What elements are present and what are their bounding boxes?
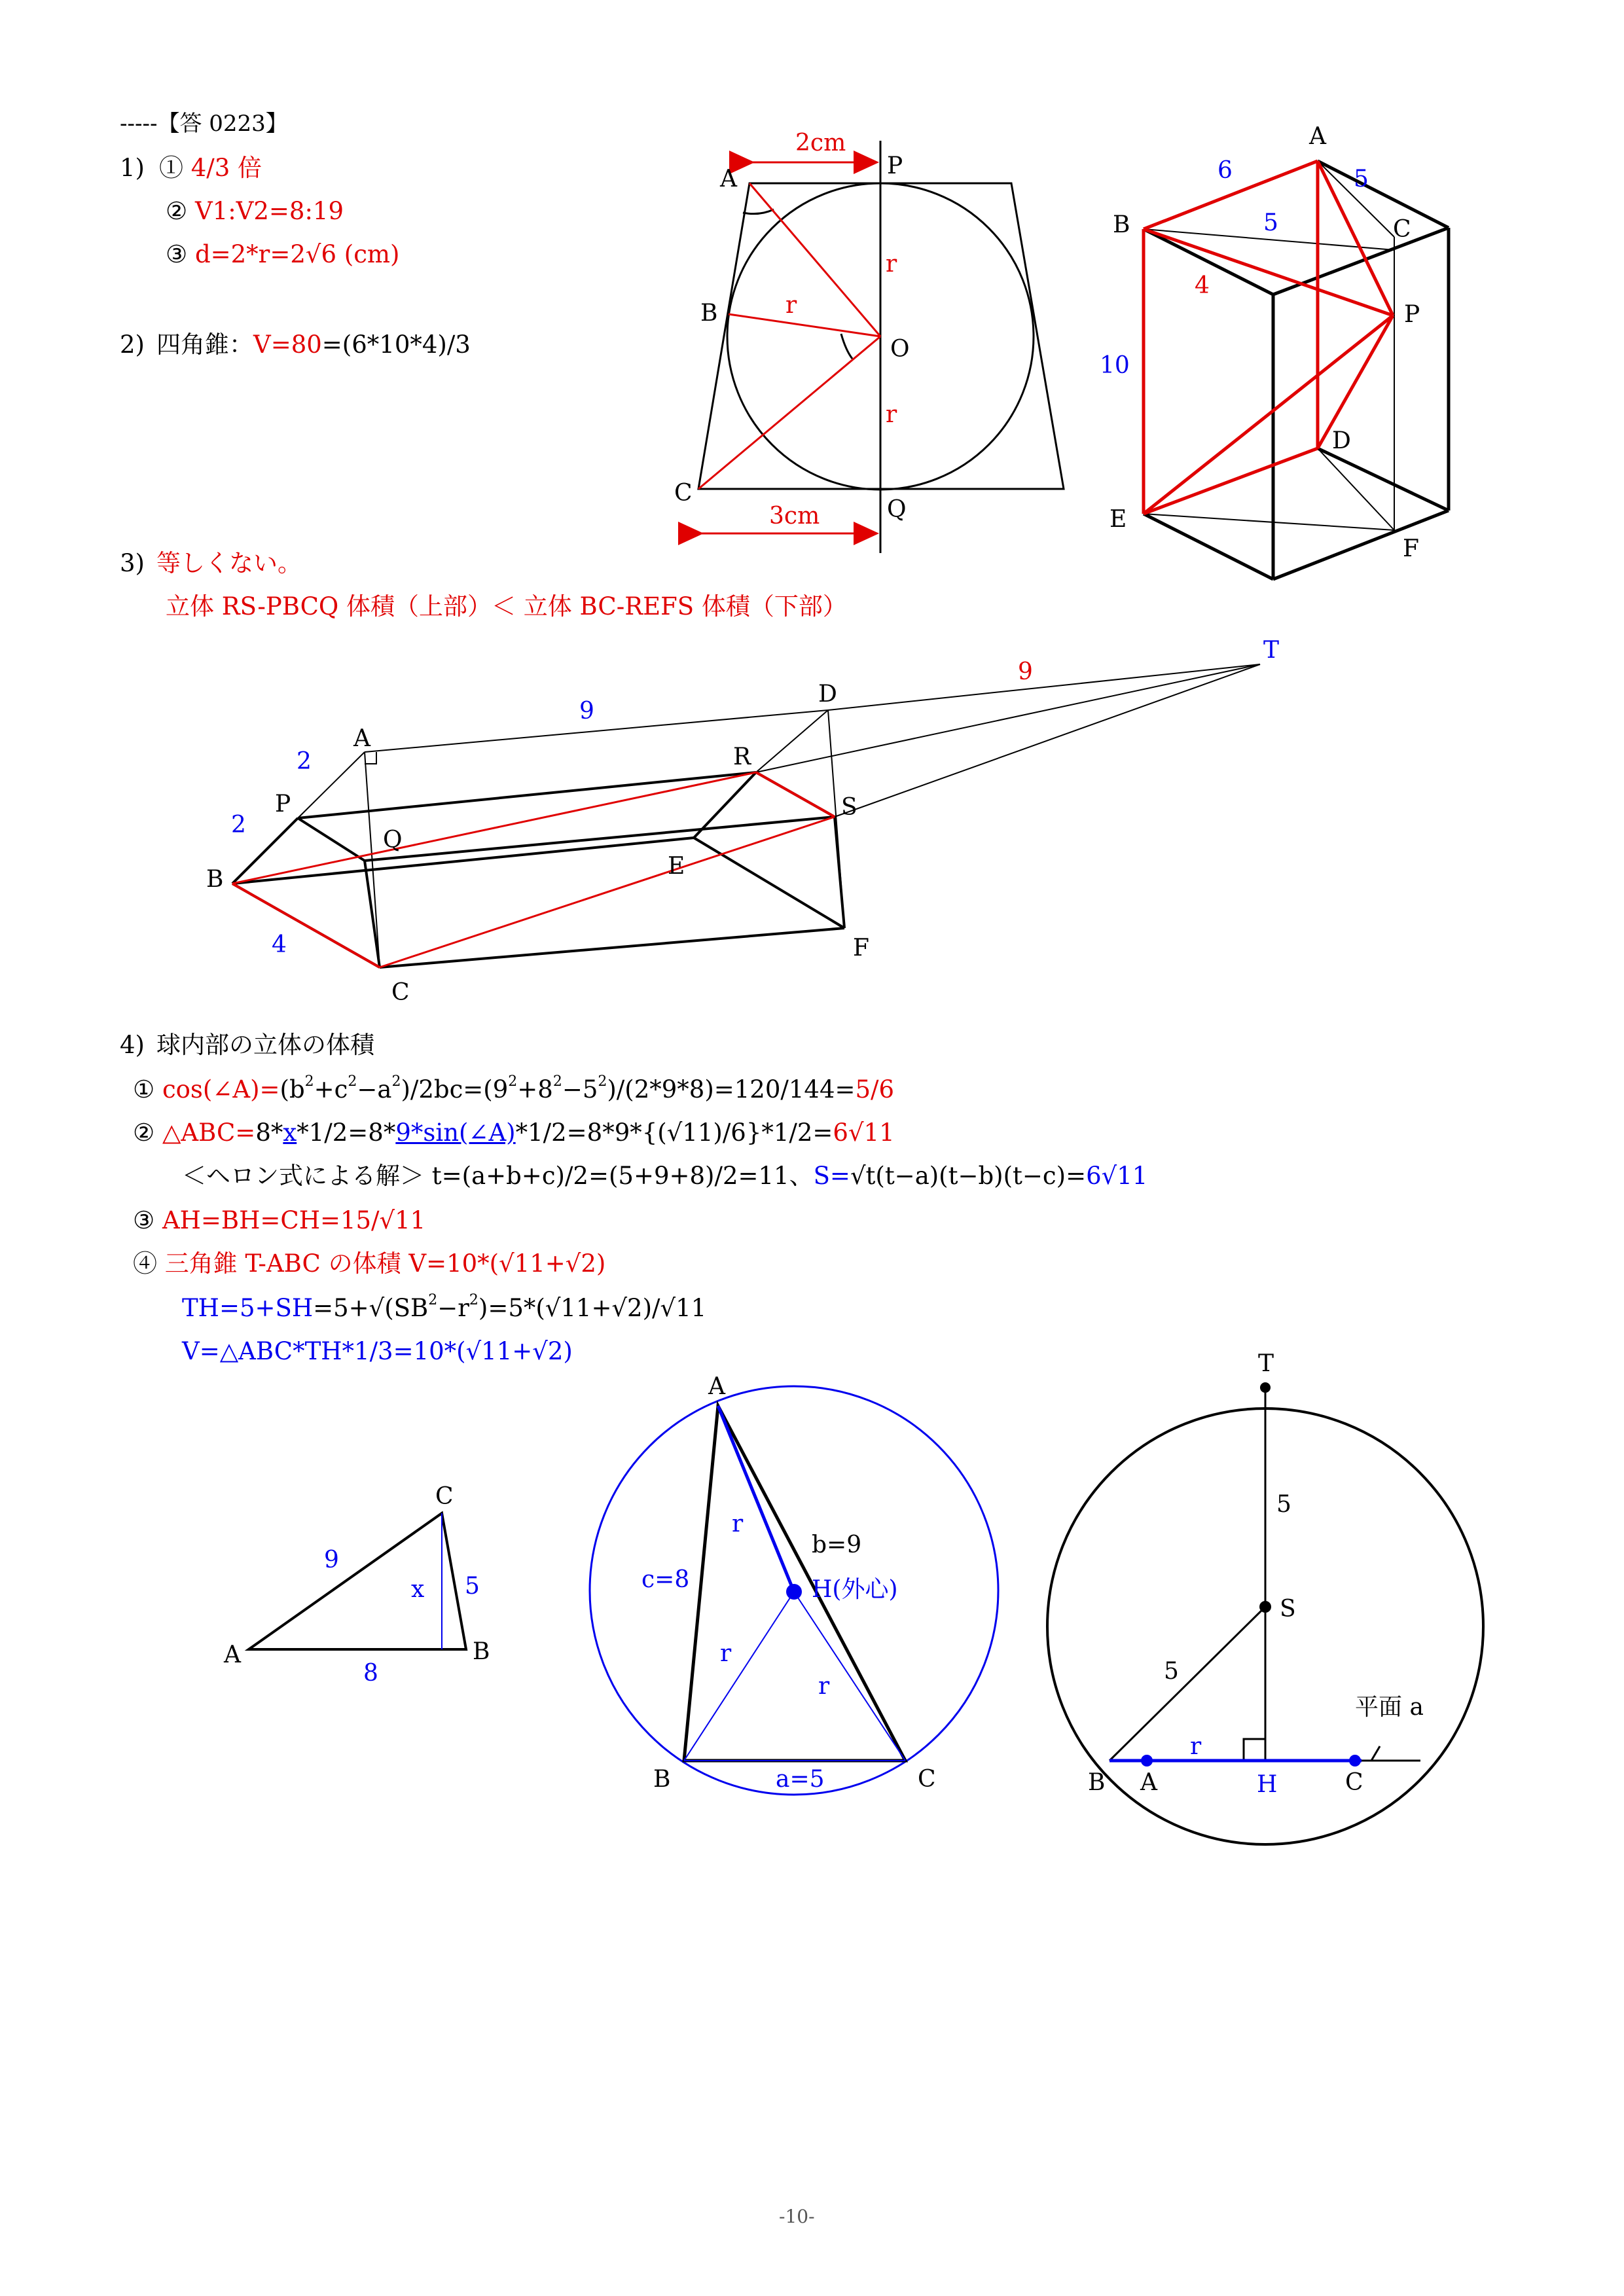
- sup: 2: [348, 1073, 357, 1090]
- s4-l3c: √t(t−a)(t−b)(t−c)=: [850, 1162, 1087, 1190]
- fig1-red-lines: [698, 162, 880, 533]
- fig5-b: b=9: [812, 1532, 862, 1558]
- fig3-n9b: 9: [579, 698, 594, 725]
- fig2-n5b: 5: [1263, 209, 1278, 236]
- s4-l4: AH=BH=CH=15/√11: [162, 1206, 426, 1234]
- fig3-label-C: C: [391, 979, 410, 1006]
- s3-a: 等しくない。: [156, 549, 302, 577]
- s1-a3: d=2*r=2√6 (cm): [194, 240, 400, 268]
- fig2-n4: 4: [1195, 272, 1210, 299]
- s1-a2: V1:V2=8:19: [194, 197, 344, 225]
- fig1-label-P: P: [887, 152, 903, 179]
- s2-rest: =(6*10*4)/3: [321, 331, 471, 359]
- fig4-label-C: C: [435, 1483, 454, 1510]
- s1-c3: ③: [166, 240, 188, 268]
- fig3-label-R: R: [733, 744, 751, 770]
- fig3-label-Q: Q: [383, 827, 403, 853]
- fig5-r2: r: [720, 1640, 732, 1667]
- s4-l1e: )/2bc=(9: [401, 1075, 509, 1103]
- fig5-H: H(外心): [812, 1576, 898, 1603]
- s4-c1: ①: [133, 1075, 155, 1103]
- fig1-r2: r: [785, 292, 797, 319]
- s4-l6d: )=5*(√11+√2)/√11: [478, 1294, 707, 1322]
- fig6-n5b: 5: [1164, 1658, 1179, 1685]
- fig4-n8: 8: [363, 1660, 378, 1687]
- s4-c4: ④: [133, 1249, 157, 1278]
- fig3-label-D: D: [818, 681, 837, 708]
- s4-l1f: +8: [517, 1075, 553, 1103]
- fig3-label-E: E: [668, 853, 685, 880]
- fig3-n2b: 2: [231, 812, 246, 838]
- fig1-top: 2cm: [795, 130, 846, 156]
- fig5-label-B: B: [653, 1766, 671, 1793]
- s1-num: 1): [120, 154, 145, 182]
- fig6-label-C: C: [1345, 1769, 1363, 1796]
- s4-l6a: TH=5+SH: [182, 1294, 314, 1322]
- s1-a1: 4/3 倍: [190, 154, 262, 182]
- fig6-right-angle: [1244, 1739, 1265, 1761]
- fig2-label-E: E: [1110, 506, 1127, 533]
- fig1-r1: r: [886, 251, 897, 278]
- s4-c3: ③: [133, 1206, 155, 1234]
- s2-v: V=80: [253, 331, 322, 359]
- s4-l2b: 8*: [255, 1119, 283, 1147]
- fig2-label-F: F: [1403, 535, 1419, 562]
- fig3-label-P: P: [275, 791, 291, 817]
- fig5-r1: r: [732, 1511, 744, 1537]
- fig5-label-C: C: [918, 1766, 936, 1793]
- fig6-r: r: [1190, 1733, 1202, 1760]
- fig6-label-H: H: [1257, 1771, 1278, 1798]
- sup: 2: [469, 1292, 478, 1308]
- s4-c2: ②: [133, 1119, 155, 1147]
- fig2-n10: 10: [1100, 352, 1130, 379]
- fig4-n9: 9: [324, 1547, 339, 1573]
- fig4-label-A: A: [224, 1641, 241, 1668]
- fig3-right-angle: [365, 752, 376, 764]
- fig4-triangle: [249, 1513, 466, 1649]
- s2-label: 四角錐：: [156, 331, 253, 359]
- header: -----【答 0223】: [120, 111, 288, 137]
- fig6-label-S: S: [1280, 1596, 1296, 1623]
- fig3-n2a: 2: [297, 748, 312, 775]
- fig5-center-dot: [786, 1584, 802, 1600]
- fig1-label-Q: Q: [887, 496, 907, 523]
- sup: 2: [598, 1073, 607, 1090]
- fig1-label-B: B: [700, 300, 718, 327]
- fig1-label-O: O: [890, 336, 910, 363]
- s4-l2d: *1/2=8*: [297, 1119, 396, 1147]
- fig6-n5a: 5: [1276, 1491, 1291, 1518]
- s4-l1d: −a: [357, 1075, 392, 1103]
- sup: 2: [552, 1073, 562, 1090]
- fig6-dot-A: [1141, 1755, 1153, 1767]
- fig5-c: c=8: [641, 1566, 690, 1593]
- sup: 2: [391, 1073, 401, 1090]
- s4-title: 球内部の立体の体積: [156, 1031, 374, 1059]
- fig6-label-T: T: [1258, 1350, 1274, 1377]
- s2-num: 2): [120, 331, 145, 359]
- fig3-red: [232, 772, 835, 967]
- fig5-r3: r: [818, 1673, 830, 1700]
- fig3-label-A: A: [353, 725, 370, 752]
- fig1-angle-A: [743, 209, 774, 214]
- s4-l1b: (b: [280, 1075, 305, 1103]
- fig2-n6: 6: [1218, 157, 1233, 184]
- fig3-label-F: F: [853, 935, 869, 961]
- fig4-n5: 5: [465, 1573, 480, 1600]
- fig2-label-D: D: [1332, 427, 1351, 454]
- s4-l5: 三角錐 T-ABC の体積 V=10*(√11+√2): [164, 1249, 606, 1278]
- fig1-label-C: C: [674, 480, 693, 507]
- fig5-a: a=5: [776, 1766, 825, 1793]
- s4-l6b: =5+√(SB: [313, 1294, 429, 1322]
- fig1-label-A: A: [720, 166, 737, 192]
- fig6-plane: 平面 a: [1355, 1694, 1424, 1721]
- fig3-label-T: T: [1263, 637, 1280, 664]
- fig2-label-A: A: [1309, 123, 1326, 150]
- fig2-label-P: P: [1404, 301, 1420, 328]
- s4-l3b: S=: [813, 1162, 850, 1190]
- s4-l1i: 5/6: [855, 1075, 895, 1103]
- page-number: -10-: [779, 2206, 815, 2227]
- fig6-dot-C: [1349, 1755, 1361, 1767]
- fig6-label-A: A: [1140, 1769, 1157, 1796]
- fig2-label-C: C: [1393, 216, 1411, 243]
- fig3-solid: [232, 664, 1260, 967]
- s4-l3d: 6√11: [1086, 1162, 1148, 1190]
- fig1-angle-O: [841, 334, 852, 359]
- fig4-label-B: B: [473, 1638, 490, 1665]
- s4-l1c: +c: [314, 1075, 348, 1103]
- s4-line7: V=△ABC*TH*1/3=10*(√11+√2): [182, 1337, 573, 1365]
- fig3-n4: 4: [272, 931, 287, 958]
- s4-l1a: cos(∠A)=: [162, 1075, 280, 1103]
- fig3-label-S: S: [841, 794, 857, 821]
- s4-l1g: −5: [562, 1075, 598, 1103]
- s4-l2g: 6√11: [833, 1119, 895, 1147]
- sup: 2: [428, 1292, 438, 1308]
- s3-num: 3): [120, 549, 145, 577]
- s3-row2: 立体 RS-PBCQ 体積（上部）＜ 立体 BC-REFS 体積（下部）: [166, 592, 847, 620]
- fig3-label-B: B: [206, 866, 224, 893]
- s4-l1h: )/(2*9*8)=120/144=: [607, 1075, 856, 1103]
- fig5-label-A: A: [708, 1373, 725, 1400]
- fig1-trapezoid: [698, 141, 1064, 553]
- sup: 2: [304, 1073, 314, 1090]
- s4-l2a: △ABC=: [162, 1119, 256, 1147]
- sup: 2: [508, 1073, 518, 1090]
- s1-c1: ①: [158, 154, 183, 182]
- s4-l2e: 9*sin(∠A): [395, 1119, 516, 1147]
- fig1-bottom: 3cm: [769, 503, 820, 529]
- fig1-r3: r: [886, 401, 897, 428]
- s4-l2f: *1/2=8*9*{(√11)/6}*1/2=: [515, 1119, 833, 1147]
- fig2-n5a: 5: [1354, 166, 1369, 192]
- fig3-n9a: 9: [1018, 658, 1033, 685]
- fig6-dot-S: [1259, 1601, 1271, 1613]
- fig4-x: x: [411, 1576, 425, 1603]
- fig6-label-B: B: [1088, 1769, 1106, 1796]
- fig2-label-B: B: [1113, 211, 1130, 238]
- s4-l2c: x: [283, 1119, 297, 1147]
- s1-c2: ②: [166, 197, 188, 225]
- s4-num: 4): [120, 1031, 145, 1059]
- s4-l3a: ＜ヘロン式による解＞ t=(a+b+c)/2=(5+9+8)/2=11、: [182, 1162, 814, 1190]
- fig6-dot-T: [1260, 1382, 1271, 1393]
- s4-l6c: −r: [437, 1294, 469, 1322]
